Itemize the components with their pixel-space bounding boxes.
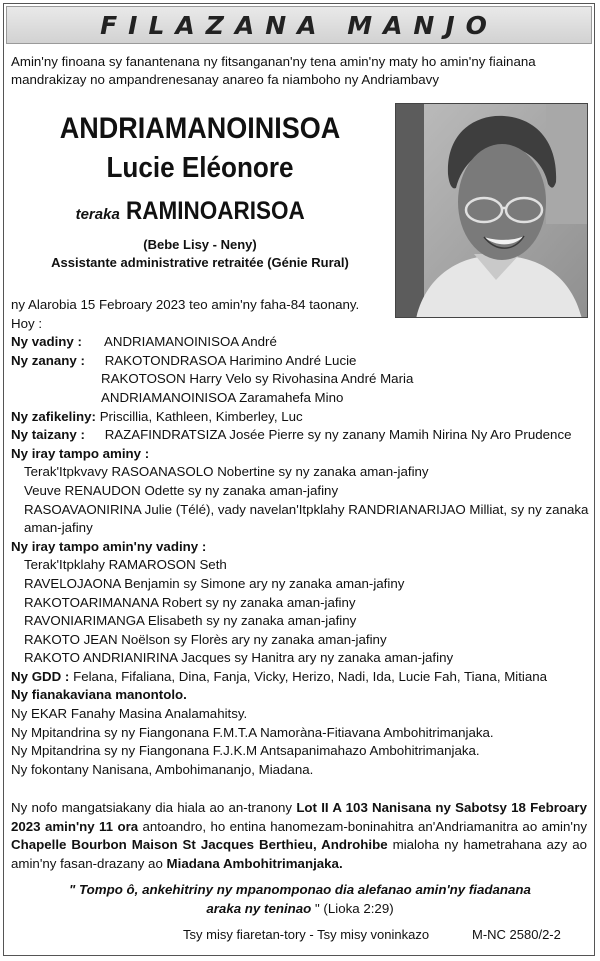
footer-code: M-NC 2580/2-2 xyxy=(472,927,561,942)
spouse-sibling-item: RAKOTO JEAN Noëlson sy Florès ary ny zanaka aman-jafiny xyxy=(24,631,387,647)
funeral-text: mialoha ny hametrahana azy ao amin'ny fasan-drazany ao xyxy=(11,837,587,872)
funeral-chapel: Chapelle Bourbon Maison St Jacques Berthieu, Androhibe xyxy=(11,837,388,853)
child-item: RAKOTONDRASOA Harimino André Lucie xyxy=(104,352,357,368)
hoy-label: Hoy : xyxy=(11,315,43,331)
maiden-name: RAMINOARISOA xyxy=(125,197,305,225)
deceased-given-names: Lucie Eléonore xyxy=(106,152,294,184)
children-label: Ny zanany : xyxy=(11,352,85,368)
gdd-row xyxy=(11,668,589,687)
portrait-illustration xyxy=(396,104,588,318)
funeral-text: Ny nofo mangatsiakany dia hiala ao an-tranony xyxy=(11,800,297,815)
child-item: ANDRIAMANOINISOA Zaramahefa Mino xyxy=(101,389,344,405)
grandchildren-label: Ny zafikeliny: xyxy=(11,408,96,424)
grandchildren-names: Priscillia, Kathleen, Kimberley, Luc xyxy=(99,408,303,424)
other-mourner: Ny fokontany Nanisana, Ambohimananjo, Miadana. xyxy=(11,761,314,777)
funeral-address-time: Lot II A 103 Nanisana ny Sabotsy 18 Febroary 2023 amin'ny 11 ora xyxy=(11,800,587,834)
foster-names: RAZAFINDRATSIZA Josée Pierre sy ny zanany Mamih Nirina Ny Aro Prudence xyxy=(104,427,572,443)
deceased-occupation: Assistante administrative retraitée (Génie Rural) xyxy=(51,255,349,270)
spouse-sibling-item: RAKOTO ANDRIANIRINA Jacques sy Hanitra ary ny zanaka aman-jafiny xyxy=(24,650,454,666)
foster-label: Ny taizany : xyxy=(11,427,85,443)
grandchildren-row xyxy=(11,408,589,427)
siblings-label: Ny iray tampo aminy : xyxy=(11,445,150,461)
gdd-label: Ny GDD : xyxy=(11,668,70,684)
quote-reference: (Lioka 2:29) xyxy=(323,901,394,916)
funeral-details xyxy=(11,799,587,874)
child-item: RAKOTOSON Harry Velo sy Rivohasina André Maria xyxy=(101,371,414,387)
whole-family: Ny fianakaviana manontolo. xyxy=(11,687,187,703)
notice-banner xyxy=(6,6,592,44)
notice-body xyxy=(11,296,589,779)
burial-place: Miadana Ambohitrimanjaka. xyxy=(166,856,343,872)
death-notice: ny Alarobia 15 Febroary 2023 teo amin'ny faha-84 taonany. xyxy=(11,297,360,312)
alias-prefix: teraka xyxy=(75,206,120,223)
deceased-surname: ANDRIAMANOINISOA xyxy=(59,112,341,145)
gdd-names: Felana, Fifaliana, Dina, Fanja, Vicky, Herizo, Nadi, Ida, Lucie Fah, Tiana, Mitiana xyxy=(73,668,548,684)
banner-title: FILAZANA MANJO xyxy=(100,10,498,40)
scripture-quote xyxy=(0,880,600,918)
sibling-item: Veuve RENAUDON Odette sy ny zanaka aman-jafiny xyxy=(24,482,339,498)
spouse-row xyxy=(11,333,589,352)
other-mourner: Ny Mpitandrina sy ny Fiangonana F.M.T.A Namoràna-Fitiavana Ambohitrimanjaka. xyxy=(11,724,494,740)
other-mourner: Ny EKAR Fanahy Masina Analamahitsy. xyxy=(11,706,248,722)
spouse-sibling-item: Terak'Itpklahy RAMAROSON Seth xyxy=(24,557,227,573)
sibling-item: RASOAVAONIRINA Julie (Télé), vady navelan'Itpklahy RANDRIANARIJAO Milliat, sy ny zanaka aman-jafiny xyxy=(24,501,589,536)
spouse-siblings-label: Ny iray tampo amin'ny vadiny : xyxy=(11,538,207,554)
spouse-name: ANDRIAMANOINISOA André xyxy=(103,334,277,350)
foster-row xyxy=(11,426,589,445)
children-row xyxy=(11,352,589,371)
spouse-sibling-item: RAVONIARIMANGA Elisabeth sy ny zanaka aman-jafiny xyxy=(24,613,357,629)
quote-line-1: " Tompo ô, ankehitriny ny mpanomponao dia alefanao amin'ny fiadanana xyxy=(69,882,531,897)
footer-note: Tsy misy fiaretan-tory - Tsy misy voninkazo xyxy=(183,927,430,942)
sibling-item: Terak'Itpkvavy RASOANASOLO Nobertine sy ny zanaka aman-jafiny xyxy=(24,464,429,480)
deceased-nickname: (Bebe Lisy - Neny) xyxy=(143,237,257,252)
spouse-sibling-item: RAKOTOARIMANANA Robert sy ny zanaka aman-jafiny xyxy=(24,594,356,610)
quote-line-2: araka ny teninao xyxy=(206,901,312,916)
spouse-label: Ny vadiny : xyxy=(11,334,82,350)
funeral-text: antoandro, ho entina hanomezam-boninahitra an'Andriamanitra ao amin'ny xyxy=(138,818,587,834)
other-mourner: Ny Mpitandrina sy ny Fiangonana F.J.K.M Antsapanimahazo Ambohitrimanjaka. xyxy=(11,743,480,759)
spouse-sibling-item: RAVELOJAONA Benjamin sy Simone ary ny zanaka aman-jafiny xyxy=(24,575,405,591)
deceased-maiden-name xyxy=(0,197,400,226)
portrait-photo xyxy=(395,103,588,318)
intro-text: Amin'ny finoana sy fanantenana ny fitsanganan'ny tena amin'ny maty ho amin'ny fiainana mandrakizay no ampandrenesanay anareo fa niamboho ny Andriambavy xyxy=(11,54,536,87)
quote-close: " xyxy=(311,901,324,916)
